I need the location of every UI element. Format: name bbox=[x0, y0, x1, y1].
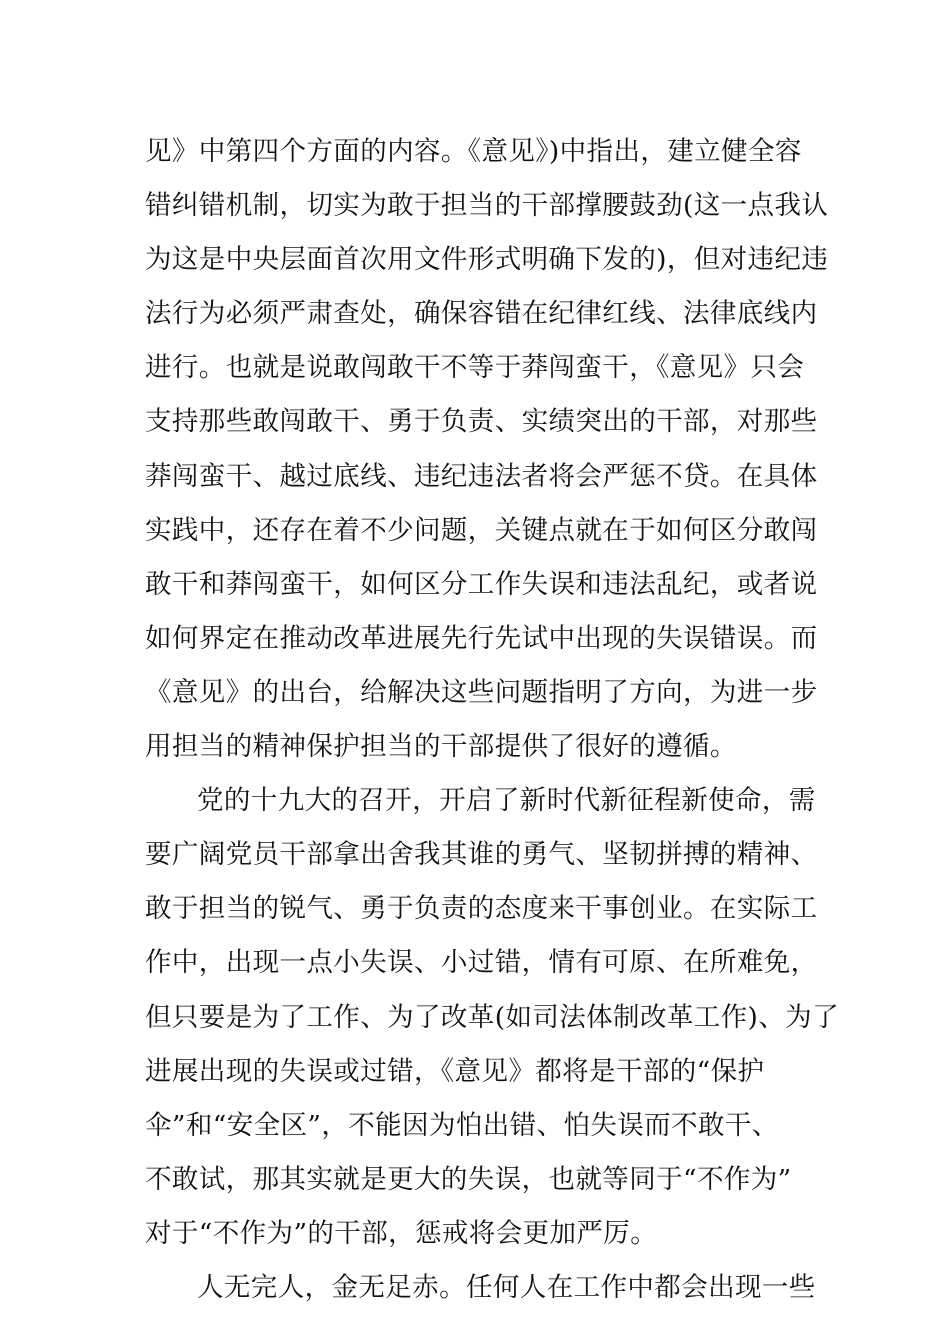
paragraph-first-line: 党的十九大的召开，开启了新时代新征程新使命，需 bbox=[197, 785, 816, 817]
text-line: 但只要是为了工作、为了改革(如司法体制改革工作)、为了 bbox=[145, 1001, 839, 1033]
text-line: 实践中，还存在着不少问题，关键点就在于如何区分敢闯 bbox=[145, 514, 818, 546]
text-line: 莽闯蛮干、越过底线、违纪违法者将会严惩不贷。在具体 bbox=[145, 460, 818, 492]
text-line: 支持那些敢闯敢干、勇于负责、实绩突出的干部，对那些 bbox=[145, 406, 818, 438]
text-line: 对于“不作为”的干部，惩戒将会更加严厉。 bbox=[145, 1217, 658, 1249]
text-line: 敢干和莽闯蛮干，如何区分工作失误和违法乱纪，或者说 bbox=[145, 568, 818, 600]
text-line: 法行为必须严肃查处，确保容错在纪律红线、法律底线内 bbox=[145, 298, 818, 330]
text-line: 用担当的精神保护担当的干部提供了很好的遵循。 bbox=[145, 731, 737, 763]
text-line: 《意见》的出台，给解决这些问题指明了方向，为进一步 bbox=[145, 676, 818, 708]
text-line: 作中，出现一点小失误、小过错，情有可原、在所难免， bbox=[145, 947, 818, 979]
text-line: 错纠错机制，切实为敢于担当的干部撑腰鼓劲(这一点我认 bbox=[145, 190, 829, 222]
body-text bbox=[145, 125, 839, 1315]
text-line: 进行。也就是说敢闯敢干不等于莽闯蛮干，《意见》只会 bbox=[145, 352, 805, 384]
text-line: 不敢试，那其实就是更大的失误，也就等同于“不作为” bbox=[145, 1163, 792, 1195]
text-line: 为这是中央层面首次用文件形式明确下发的)，但对违纪违 bbox=[145, 244, 829, 276]
text-line: 进展出现的失误或过错，《意见》都将是干部的“保护 bbox=[145, 1055, 765, 1087]
text-line: 伞”和“安全区”，不能因为怕出错、怕失误而不敢干、 bbox=[145, 1109, 779, 1141]
text-line: 敢于担当的锐气、勇于负责的态度来干事创业。在实际工 bbox=[145, 893, 818, 925]
text-line: 要广阔党员干部拿出舍我其谁的勇气、坚韧拼搏的精神、 bbox=[145, 839, 818, 871]
paragraph-first-line: 人无完人，金无足赤。任何人在工作中都会出现一些 bbox=[197, 1271, 816, 1303]
text-line: 见》中第四个方面的内容。《意见》)中指出，建立健全容 bbox=[145, 136, 802, 167]
text-line: 如何界定在推动改革进展先行先试中出现的失误错误。而 bbox=[145, 622, 818, 654]
